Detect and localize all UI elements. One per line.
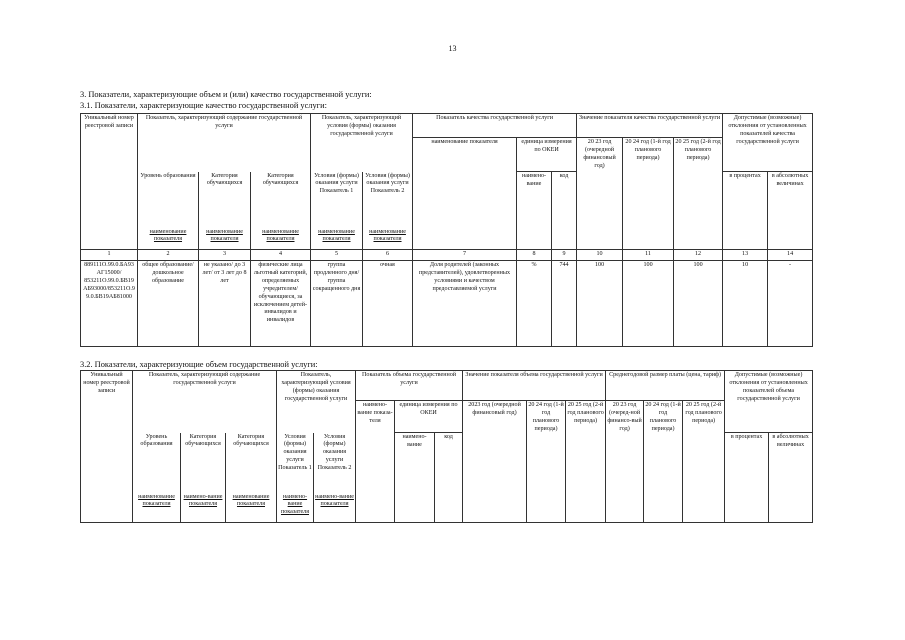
quality-table — [80, 113, 813, 347]
param-name-1: наименование показателя — [138, 228, 199, 250]
code-cell: 744 — [552, 260, 577, 346]
col-number: 13 — [723, 250, 768, 261]
deviation-header: Допустимые (возможные) отклонения от установленных показателей объема государственной услуги — [725, 371, 813, 433]
year-2023-header: 20 23 год (очередной финансовый год) — [577, 138, 623, 250]
conditions-header: Показатель, характеризующий условия (формы) оказания государственной услуги — [311, 114, 413, 172]
reg-number-header: Уникальный номер реестровой записи — [81, 371, 133, 523]
deviation-pct-header: в процентах — [725, 433, 769, 523]
indicator-name-header: наименование показателя — [413, 138, 517, 250]
page-number: 13 — [448, 44, 457, 53]
col-number: 11 — [623, 250, 674, 261]
col-number: 6 — [363, 250, 413, 261]
condition-cell-1: группа продленного дня/ группа сокращенного дня — [311, 260, 363, 346]
value-2025-cell: 100 — [674, 260, 723, 346]
deviation-pct-cell: 10 — [723, 260, 768, 346]
indicator-name-header: наимено-вание показа-теля — [356, 401, 395, 523]
category-header-2: Категория обучающихся — [226, 433, 277, 493]
year-2024-header: 20 24 год (1-й год планового периода) — [527, 401, 566, 523]
unit-name-header: наимено-вание — [517, 172, 552, 250]
condition-header-1: Условия (формы) оказания услуги Показатель 1 — [311, 172, 363, 228]
year-2024-header: 20 24 год (1-й год планового периода) — [623, 138, 674, 250]
section-heading: 3. Показатели, характеризующие объем и (или) качество государственной услуги: — [80, 90, 372, 99]
col-number: 12 — [674, 250, 723, 261]
deviation-header: Допустимые (возможные) отклонения от установленных показателей качества государственной услуги — [723, 114, 813, 172]
quality-value-header: Значение показателя качества государственной услуги — [577, 114, 723, 138]
fee-header: Среднегодовой размер платы (цена, тариф) — [606, 371, 725, 401]
reg-number-header: Уникальный номер реестровой записи — [81, 114, 138, 250]
age-category-cell: не указано/ до 3 лет/ от 3 лет до 8 лет — [199, 260, 251, 346]
param-name-3: наименование показателя — [226, 493, 277, 523]
deviation-abs-cell: - — [768, 260, 813, 346]
param-name-4: наименование показателя — [311, 228, 363, 250]
level-header: Уровень образования — [138, 172, 199, 228]
unit-code-header: код — [552, 172, 577, 250]
col-number: 4 — [251, 250, 311, 261]
param-name-3: наименование показателя — [251, 228, 311, 250]
year-2023-header: 2023 год (очередной финансовый год) — [463, 401, 527, 523]
param-name-5: наимено-вание показателя — [314, 493, 356, 523]
level-header: Уровень образования — [133, 433, 181, 493]
unit-header: единица измерения по ОКЕИ — [395, 401, 463, 433]
category-header-2: Категория обучающихся — [251, 172, 311, 228]
fee-2025-header: 20 25 год (2-й год планового периода) — [683, 401, 725, 523]
deviation-abs-header: в абсолютных величинах — [769, 433, 813, 523]
param-name-5: наименование показателя — [363, 228, 413, 250]
year-2025-header: 20 25 год (2-й год планового периода) — [566, 401, 606, 523]
year-2025-header: 20 25 год (2-й год планового периода) — [674, 138, 723, 250]
conditions-header: Показатель, характеризующий условия (формы) оказания государственной услуги — [277, 371, 356, 433]
col-number: 7 — [413, 250, 517, 261]
category-header-1: Категория обучающихся — [181, 433, 226, 493]
param-name-2: наименование показателя — [199, 228, 251, 250]
quality-indicator-header: Показатель качества государственной услуги — [413, 114, 577, 138]
table-row — [81, 260, 813, 346]
fee-2023-header: 20 23 год (очеред-ной финансо-вый год) — [606, 401, 644, 523]
unit-name-header: наимено-вание — [395, 433, 435, 523]
condition-header-1: Условия (формы) оказания услуги Показатель 1 — [277, 433, 314, 493]
volume-value-header: Значение показателя объема государственной услуги — [463, 371, 606, 401]
col-number: 1 — [81, 250, 138, 261]
indicator-name-cell: Доля родителей (законных представителей), удовлетворенных условиями и качеством предоставляемой услуги — [413, 260, 517, 346]
unit-header: единица измерения по ОКЕИ — [517, 138, 577, 172]
col-number: 10 — [577, 250, 623, 261]
subsection-heading-volume: 3.2. Показатели, характеризующие объем государственной услуги: — [80, 360, 318, 369]
col-number: 14 — [768, 250, 813, 261]
student-category-cell: физические лица льготный категорий, определяемых учредителем/ обучающиеся, за исключением детей-инвалидов и инвалидов — [251, 260, 311, 346]
col-number: 5 — [311, 250, 363, 261]
col-number: 3 — [199, 250, 251, 261]
value-2024-cell: 100 — [623, 260, 674, 346]
col-number: 2 — [138, 250, 199, 261]
unit-code-header: код — [435, 433, 463, 523]
deviation-pct-header: в процентах — [723, 172, 768, 250]
subsection-heading-quality: 3.1. Показатели, характеризующие качество государственной услуги: — [80, 101, 327, 110]
param-name-4: наимено-вание показателя — [277, 493, 314, 523]
level-cell: общее образование/ дошкольное образование — [138, 260, 199, 346]
reg-number-cell: 889111О.99.0.БА93АГ15000/ 853211О.99.0.БВ19АБ93000/853211О.99.0.БВ19АБ81000 — [81, 260, 138, 346]
value-2023-cell: 100 — [577, 260, 623, 346]
deviation-abs-header: в абсолютных величинах — [768, 172, 813, 250]
condition-cell-2: очная — [363, 260, 413, 346]
content-header: Показатель, характеризующий содержание государственной услуги — [138, 114, 311, 172]
volume-indicator-header: Показатель объема государственной услуги — [356, 371, 463, 401]
category-header-1: Категория обучающихся — [199, 172, 251, 228]
condition-header-2: Условия (формы) оказания услуги Показатель 2 — [363, 172, 413, 228]
param-name-2: наимено-вание показателя — [181, 493, 226, 523]
param-name-1: наименование показателя — [133, 493, 181, 523]
col-number: 8 — [517, 250, 552, 261]
content-header: Показатель, характеризующий содержание государственной услуги — [133, 371, 277, 433]
volume-table — [80, 370, 813, 523]
fee-2024-header: 20 24 год (1-й год планового периода) — [644, 401, 683, 523]
condition-header-2: Условия (формы) оказания услуги Показатель 2 — [314, 433, 356, 493]
unit-cell: % — [517, 260, 552, 346]
col-number: 9 — [552, 250, 577, 261]
